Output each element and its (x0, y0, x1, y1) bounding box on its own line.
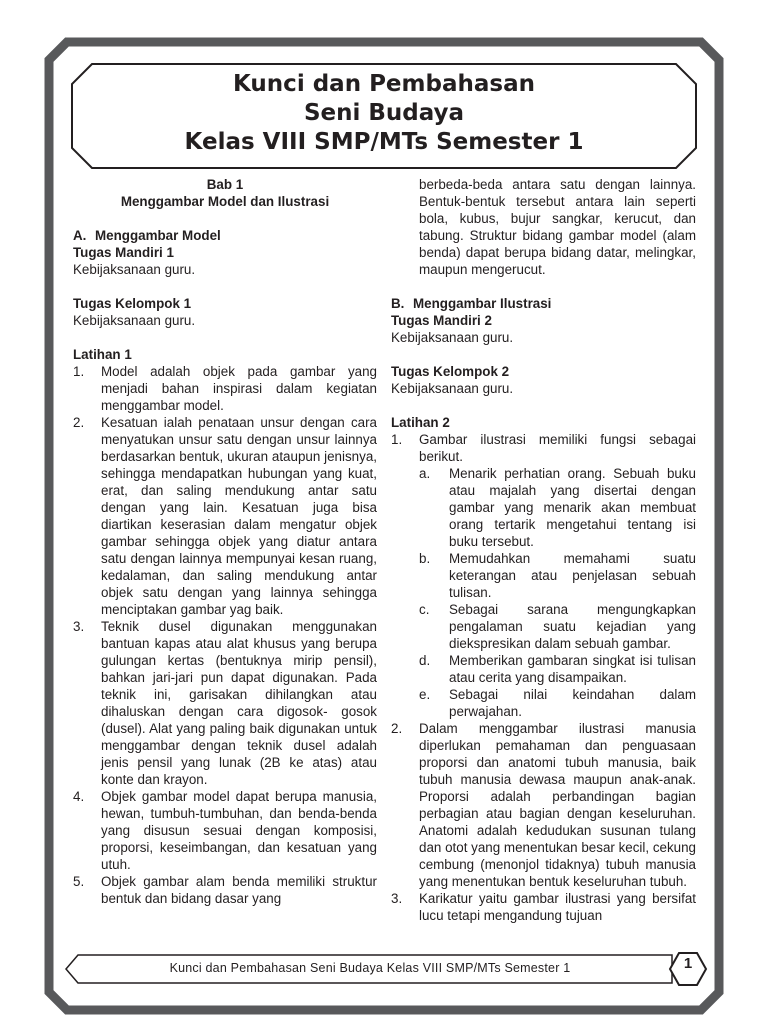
list-item (73, 618, 377, 788)
section-a-heading (73, 227, 377, 244)
latihan-2-heading: Latihan 2 (391, 415, 450, 430)
sub-list-item (419, 686, 696, 720)
section-a-title: Menggambar Model (95, 228, 221, 243)
item-number: 2. (73, 415, 85, 430)
tugas-mandiri-1-heading: Tugas Mandiri 1 (73, 245, 174, 260)
chapter-number: Bab 1 (206, 177, 244, 192)
list-item (391, 720, 696, 890)
sub-item-text: Menarik perhatian orang. Sebuah buku atau majalah yang disertai dengan gambar yang menarik akan membuat orang tertarik mengetahui tentang isi buku tersebut. (449, 466, 696, 549)
tugas-mandiri-2-heading: Tugas Mandiri 2 (391, 313, 492, 328)
tugas-kelompok-2-heading: Tugas Kelompok 2 (391, 364, 510, 379)
list-item (391, 890, 696, 924)
list-item (391, 431, 696, 465)
item-number: 4. (73, 789, 85, 804)
tugas-mandiri-2-text: Kebijaksanaan guru. (391, 330, 514, 345)
item-number: 1. (391, 432, 403, 447)
item-text: Dalam menggambar ilustrasi manusia diperlukan pemahaman dan penguasaan proporsi dan anatomi tubuh manusia, baik tubuh manusia dewasa maupun anak-anak. Proporsi adalah perbandingan bagian perbagian atau bagian dengan keseluruhan. Anatomi adalah kedudukan susunan tulang dan otot yang menentukan besar kecil, cekung cembung (menonjol tidaknya) tubuh manusia yang menentukan bentuk keseluruhan tubuh. (419, 721, 696, 889)
title-line-3: Kelas VIII SMP/MTs Semester 1 (184, 129, 584, 155)
item-text: Teknik dusel digunakan menggunakan bantuan kapas atau alat khusus yang berupa gulungan kertas (bentuknya mirip pensil), bahkan jari-jari pun dapat digunakan. Pada teknik ini, garisakan dihilangkan atau dihaluskan dengan cara digosok- gosok (dusel). Alat yang paling baik digunakan untuk menggambar dengan teknik dusel adalah jenis pensil yang lunak (2B ke atas) atau konte dan krayon. (101, 619, 377, 787)
chapter-title: Menggambar Model dan Ilustrasi (120, 194, 330, 209)
sub-item-letter: b. (419, 551, 431, 566)
sub-item-text: Sebagai sarana mengungkapkan pengalaman suatu kejadian yang diekspresikan dalam sebuah gambar. (449, 602, 696, 651)
footer-running-title: Kunci dan Pembahasan Seni Budaya Kelas VIII SMP/MTs Semester 1 (169, 961, 571, 975)
tugas-kelompok-1-heading: Tugas Kelompok 1 (73, 296, 192, 311)
left-column (73, 176, 377, 907)
item-text: Gambar ilustrasi memiliki fungsi sebagai berikut. (419, 432, 696, 464)
section-b-title: Menggambar Ilustrasi (413, 296, 552, 311)
sub-list-item (419, 601, 696, 652)
sub-item-text: Memudahkan memahami suatu keterangan atau penjelasan sebuah tulisan. (449, 551, 696, 600)
item-5-continuation: berbeda-beda antara satu dengan lainnya. Bentuk-bentuk tersebut antara lain seperti bola, kubus, bujur sangkar, kerucut, dan tabung. Struktur bidang gambar model (alam benda) dapat berupa bidang datar, melingkar, maupun mengerucut. (419, 177, 696, 277)
right-column (391, 176, 696, 924)
sub-item-letter: e. (419, 687, 431, 702)
sub-list-item (419, 550, 696, 601)
item-text: Objek gambar model dapat berupa manusia, hewan, tumbuh-tumbuhan, dan benda-benda yang disusun sesuai dengan komposisi, proporsi, keseimbangan, dan kesatuan yang utuh. (101, 789, 377, 872)
item-number: 5. (73, 874, 85, 889)
item-text: Model adalah objek pada gambar yang menjadi bahan inspirasi dalam kegiatan menggambar model. (101, 364, 377, 413)
page-number: 1 (683, 955, 693, 972)
title-line-2: Seni Budaya (303, 100, 465, 126)
sub-item-text: Sebagai nilai keindahan dalam perwajahan. (449, 687, 696, 719)
list-item (73, 414, 377, 618)
list-item (73, 788, 377, 873)
sub-list-item (419, 652, 696, 686)
sub-list-item (419, 465, 696, 550)
section-a-letter: A. (73, 228, 87, 243)
title-line-1: Kunci dan Pembahasan (233, 71, 535, 97)
item-number: 1. (73, 364, 85, 379)
tugas-kelompok-2-text: Kebijaksanaan guru. (391, 381, 514, 396)
tugas-kelompok-1-text: Kebijaksanaan guru. (73, 313, 196, 328)
sub-item-letter: c. (419, 602, 430, 617)
item-text: Karikatur yaitu gambar ilustrasi yang bersifat lucu tetapi mengandung tujuan (419, 891, 696, 923)
latihan-1-heading: Latihan 1 (73, 347, 132, 362)
item-number: 3. (391, 891, 403, 906)
item-number: 2. (391, 721, 403, 736)
list-item (73, 873, 377, 907)
sub-item-text: Memberikan gambaran singkat isi tulisan atau cerita yang disampaikan. (449, 653, 696, 685)
tugas-mandiri-1-text: Kebijaksanaan guru. (73, 262, 196, 277)
item-text: Objek gambar alam benda memiliki struktur bentuk dan bidang dasar yang (101, 874, 377, 906)
document-title (78, 70, 690, 157)
sub-item-letter: a. (419, 466, 431, 481)
list-item (73, 363, 377, 414)
item-number: 3. (73, 619, 85, 634)
section-b-heading (391, 295, 696, 312)
section-b-letter: B. (391, 296, 405, 311)
item-text: Kesatuan ialah penataan unsur dengan cara menyatukan unsur satu dengan unsur lainnya berdasarkan bentuk, ukuran ataupun jenisnya, sehingga mendapatkan hubungan yang kuat, erat, dan saling mendukung antar satu dengan yang lain. Kesatuan juga bisa diartikan keserasian dalam mengatur objek gambar sehingga objek yang diatur antara satu dengan lainnya mempunyai kesan ruang, kedalaman, dan saling mendukung antar objek satu dengan yang lainnya sehingga menciptakan gambar yag baik. (101, 415, 377, 617)
sub-item-letter: d. (419, 653, 431, 668)
